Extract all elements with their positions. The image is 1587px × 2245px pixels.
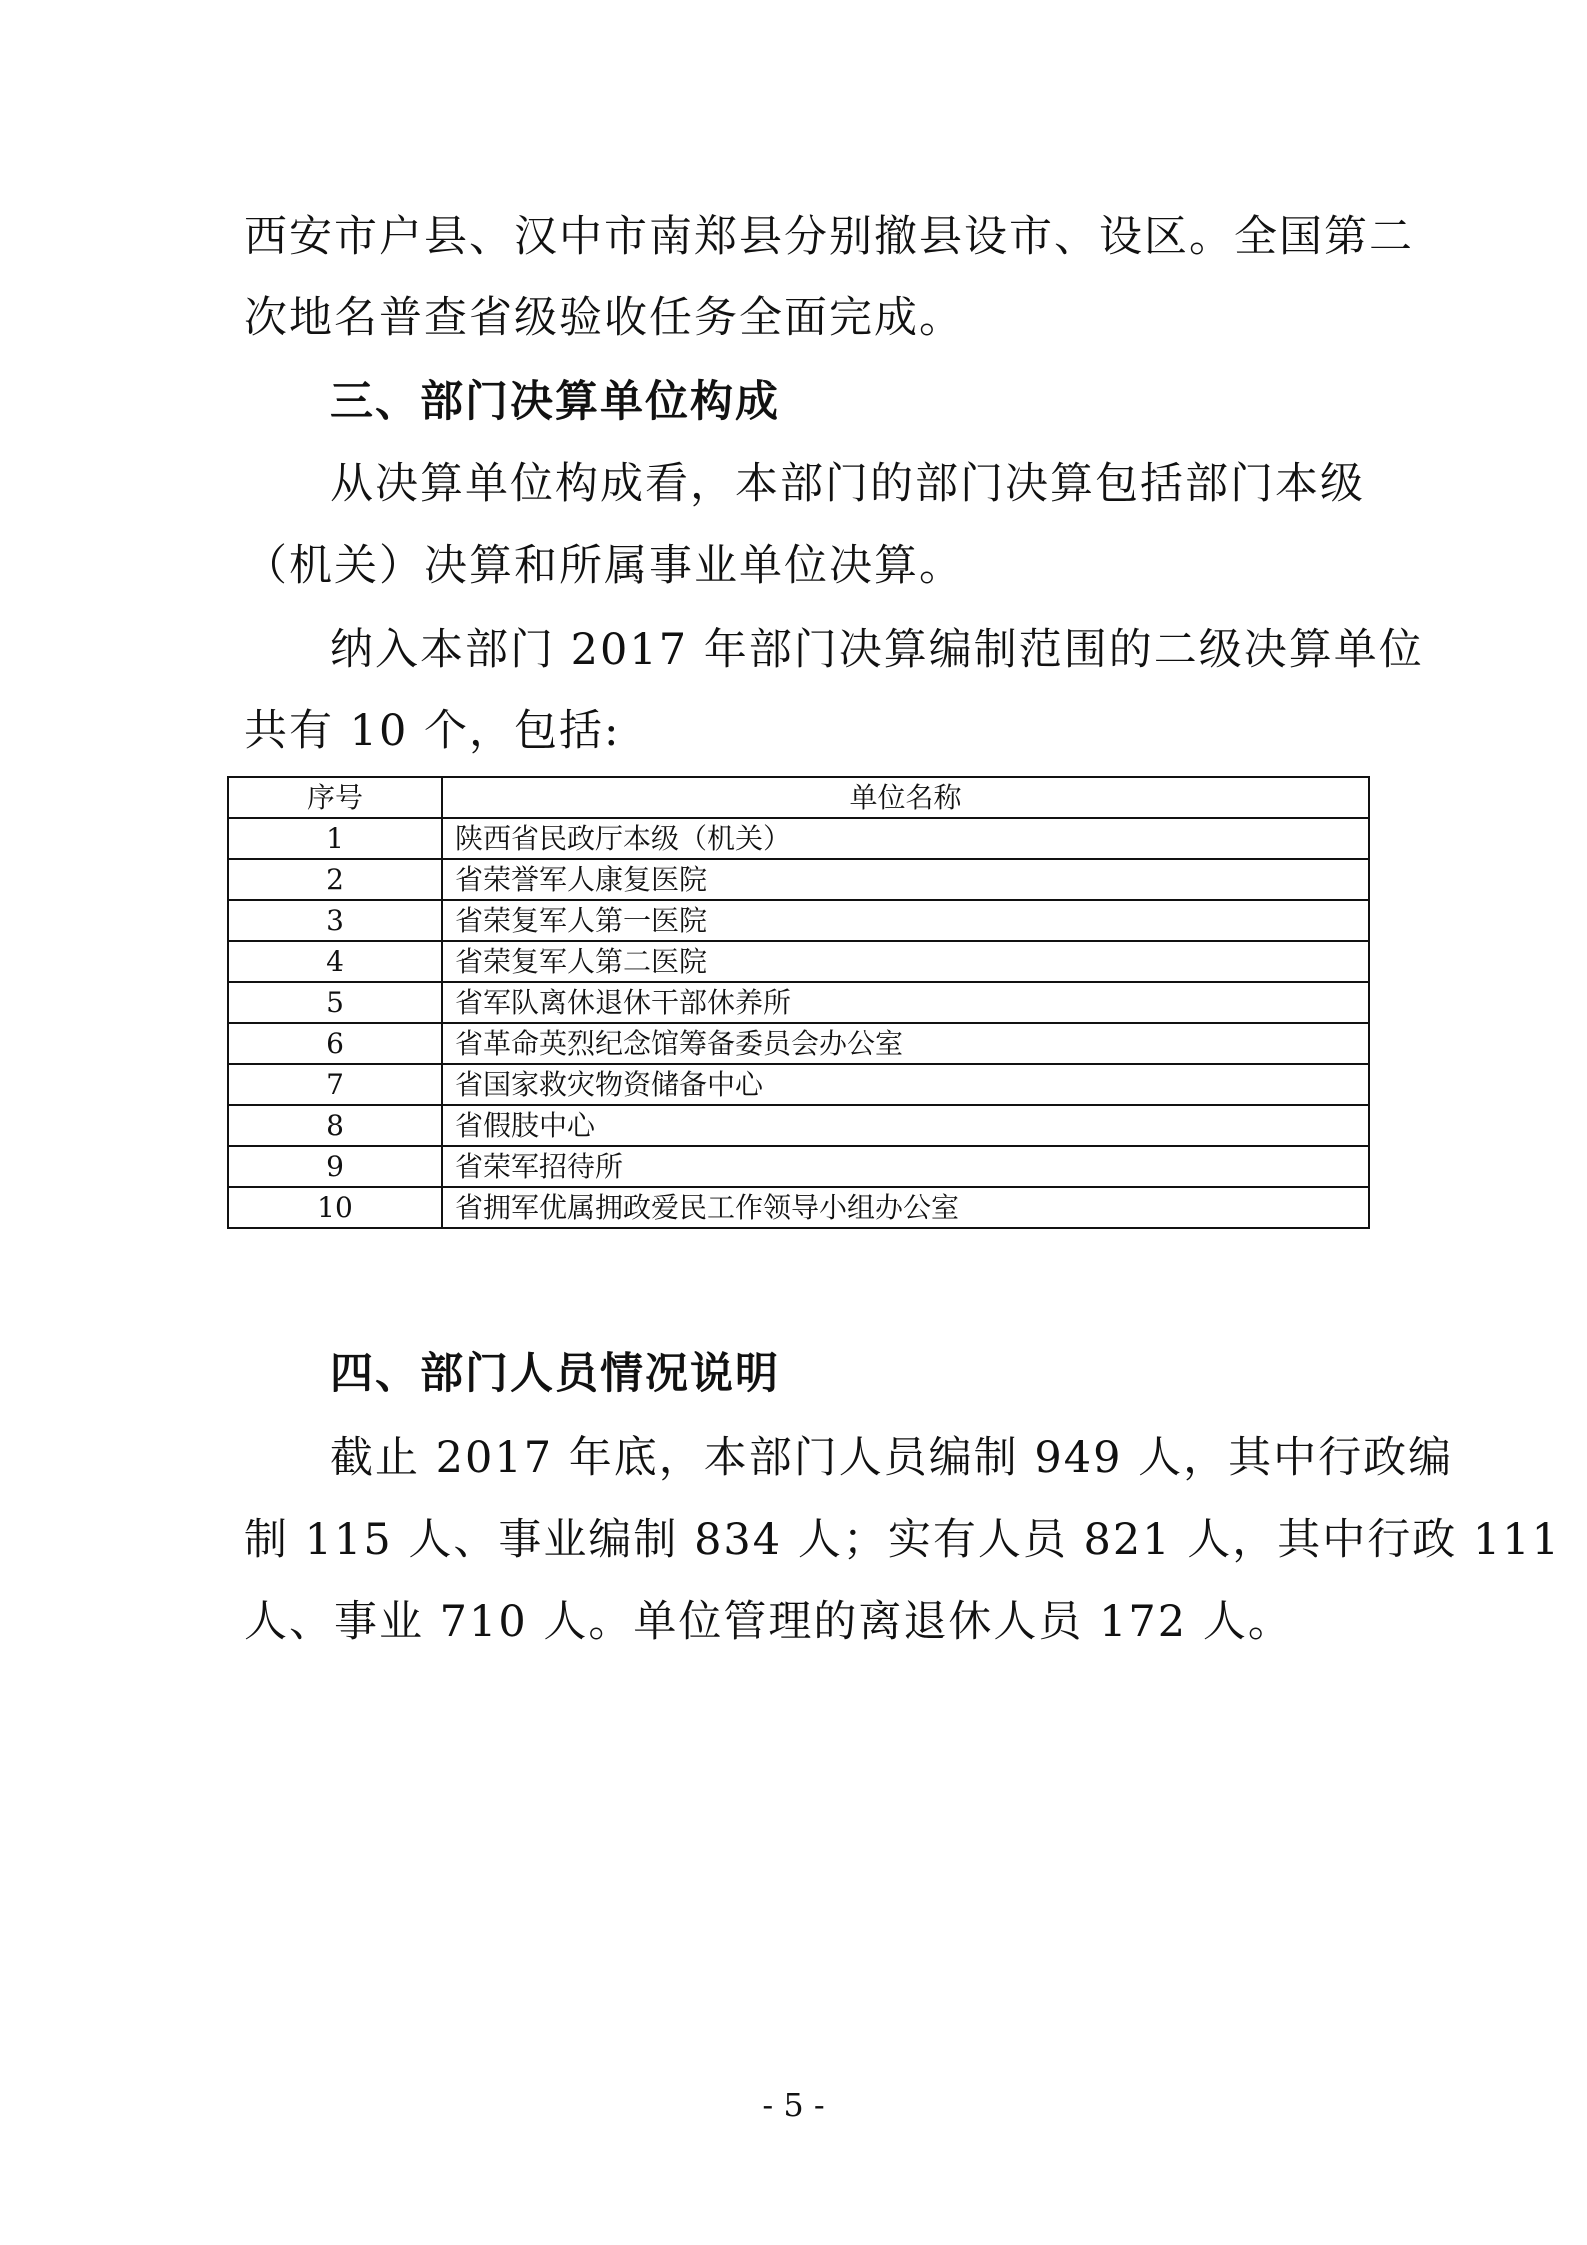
unit-name: 省拥军优属拥政爱民工作领导小组办公室 [442, 1187, 1369, 1228]
body-text-line: 制 115 人、事业编制 834 人；实有人员 821 人，其中行政 111 [244, 1515, 1561, 1565]
table-header-row [228, 777, 1369, 818]
unit-name: 省国家救灾物资储备中心 [442, 1064, 1369, 1105]
body-text-line: 从决算单位构成看，本部门的部门决算包括部门本级 [330, 459, 1365, 509]
body-text-line: 纳入本部门 2017 年部门决算编制范围的二级决算单位 [330, 625, 1424, 675]
unit-name: 省革命英烈纪念馆筹备委员会办公室 [442, 1023, 1369, 1064]
row-number: 2 [228, 859, 442, 900]
column-header-name: 单位名称 [442, 777, 1369, 818]
table-row [228, 1064, 1369, 1105]
table-row [228, 941, 1369, 982]
unit-name: 省假肢中心 [442, 1105, 1369, 1146]
body-text-line: 次地名普查省级验收任务全面完成。 [244, 293, 964, 343]
row-number: 5 [228, 982, 442, 1023]
column-header-no: 序号 [228, 777, 442, 818]
table-row [228, 1146, 1369, 1187]
table-row [228, 900, 1369, 941]
body-text-line: 共有 10 个，包括: [244, 706, 621, 756]
table-row [228, 859, 1369, 900]
table-row [228, 1105, 1369, 1146]
table-row [228, 818, 1369, 859]
row-number: 6 [228, 1023, 442, 1064]
row-number: 7 [228, 1064, 442, 1105]
row-number: 4 [228, 941, 442, 982]
row-number: 10 [228, 1187, 442, 1228]
row-number: 8 [228, 1105, 442, 1146]
table-row [228, 982, 1369, 1023]
units-table [227, 776, 1370, 1229]
page-number: - 5 - [762, 2086, 825, 2124]
row-number: 3 [228, 900, 442, 941]
unit-name: 省荣誉军人康复医院 [442, 859, 1369, 900]
unit-name: 陕西省民政厅本级（机关） [442, 818, 1369, 859]
table-row [228, 1023, 1369, 1064]
body-text-line: 人、事业 710 人。单位管理的离退休人员 172 人。 [244, 1597, 1293, 1647]
body-text-line: （机关）决算和所属事业单位决算。 [244, 541, 964, 591]
row-number: 1 [228, 818, 442, 859]
unit-name: 省军队离休退休干部休养所 [442, 982, 1369, 1023]
body-text-line: 截止 2017 年底，本部门人员编制 949 人，其中行政编 [330, 1433, 1454, 1483]
table-row [228, 1187, 1369, 1228]
body-text-line: 西安市户县、汉中市南郑县分别撤县设市、设区。全国第二 [244, 212, 1414, 262]
unit-name: 省荣军招待所 [442, 1146, 1369, 1187]
section-heading: 四、部门人员情况说明 [330, 1349, 780, 1399]
section-heading: 三、部门决算单位构成 [330, 377, 780, 427]
unit-name: 省荣复军人第一医院 [442, 900, 1369, 941]
unit-name: 省荣复军人第二医院 [442, 941, 1369, 982]
row-number: 9 [228, 1146, 442, 1187]
